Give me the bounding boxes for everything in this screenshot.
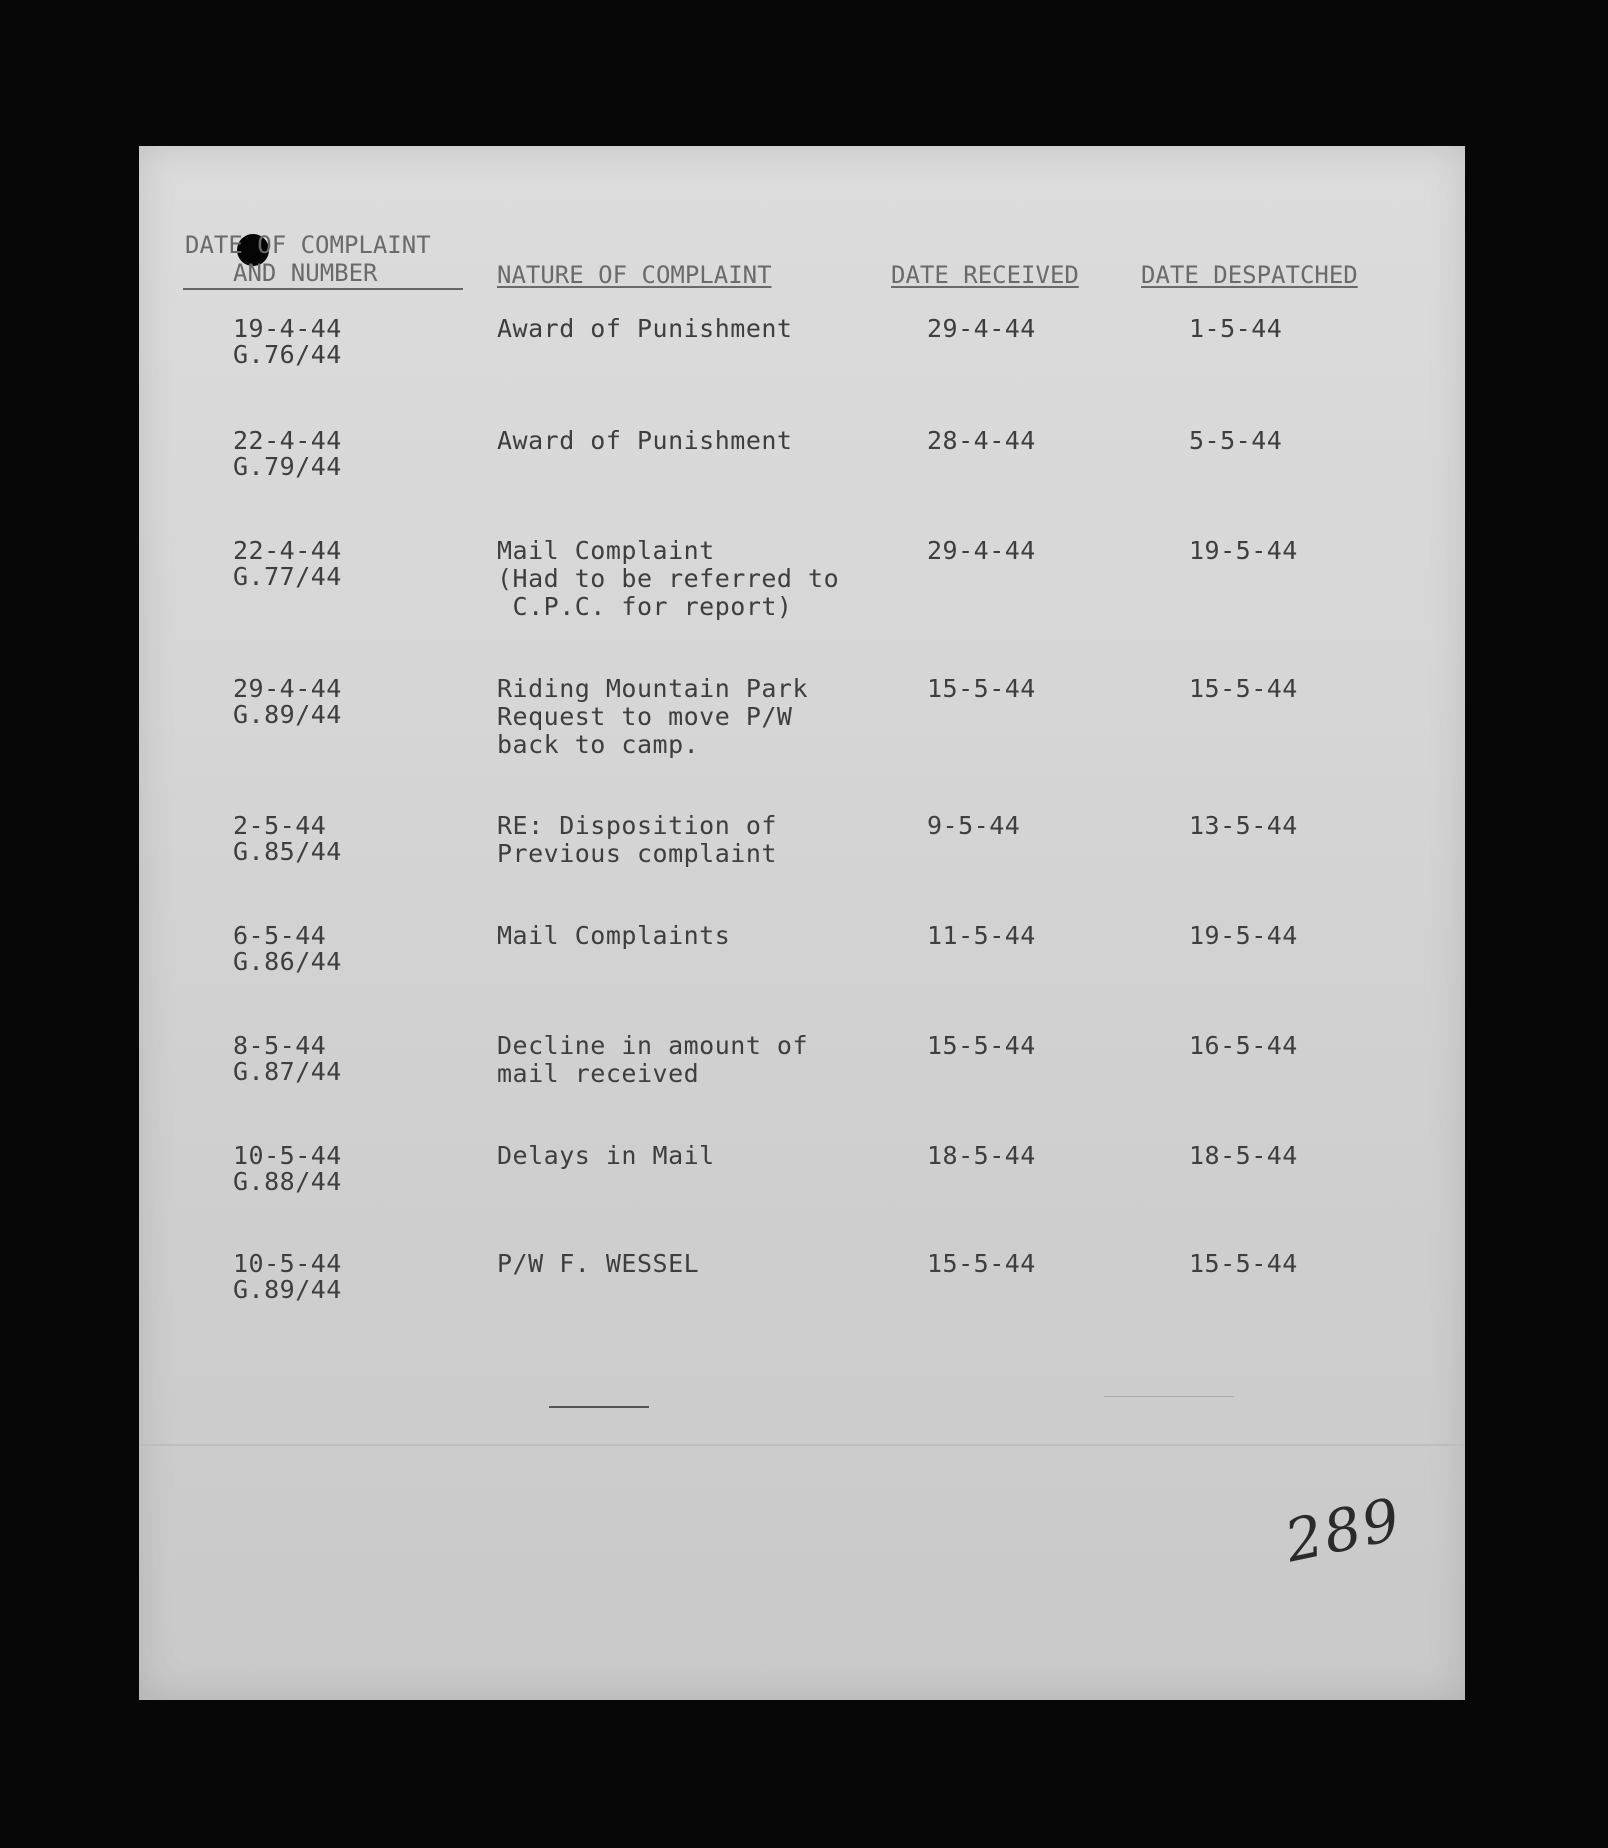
row-date-despatched: 15-5-44 bbox=[1189, 1249, 1298, 1278]
row-date: 22-4-44 bbox=[233, 536, 342, 565]
row-date: 10-5-44 bbox=[233, 1249, 342, 1278]
row-date-despatched: 13-5-44 bbox=[1189, 811, 1298, 840]
row-nature-line: Mail Complaint bbox=[497, 536, 715, 565]
row-nature-line: Request to move P/W bbox=[497, 702, 793, 731]
header-date-rule bbox=[183, 288, 463, 290]
row-date-received: 15-5-44 bbox=[927, 1031, 1036, 1060]
row-nature-line: Previous complaint bbox=[497, 839, 777, 868]
page-fold-line bbox=[139, 1444, 1465, 1446]
header-nature: NATURE OF COMPLAINT bbox=[497, 261, 772, 289]
row-nature-line: Mail Complaints bbox=[497, 921, 731, 950]
row-date-received: 29-4-44 bbox=[927, 314, 1036, 343]
row-nature-line: Award of Punishment bbox=[497, 314, 793, 343]
row-date: 10-5-44 bbox=[233, 1141, 342, 1170]
row-date: 2-5-44 bbox=[233, 811, 327, 840]
row-number: G.89/44 bbox=[233, 700, 342, 729]
row-nature-line: Delays in Mail bbox=[497, 1141, 715, 1170]
row-date-received: 15-5-44 bbox=[927, 1249, 1036, 1278]
row-date-despatched: 19-5-44 bbox=[1189, 536, 1298, 565]
handwritten-page-number: 289 bbox=[1279, 1484, 1408, 1576]
row-nature-line: (Had to be referred to bbox=[497, 564, 840, 593]
row-nature-line: P/W F. WESSEL bbox=[497, 1249, 700, 1278]
row-nature-line: back to camp. bbox=[497, 730, 700, 759]
row-number: G.77/44 bbox=[233, 562, 342, 591]
row-number: G.85/44 bbox=[233, 837, 342, 866]
row-date: 29-4-44 bbox=[233, 674, 342, 703]
bottom-faint-rule bbox=[1104, 1396, 1234, 1397]
row-nature-line: Decline in amount of bbox=[497, 1031, 809, 1060]
row-number: G.79/44 bbox=[233, 452, 342, 481]
row-number: G.89/44 bbox=[233, 1275, 342, 1304]
row-date-received: 28-4-44 bbox=[927, 426, 1036, 455]
header-date-line1: DATE OF COMPLAINT bbox=[185, 231, 431, 259]
row-nature-line: C.P.C. for report) bbox=[497, 592, 793, 621]
row-date-received: 18-5-44 bbox=[927, 1141, 1036, 1170]
header-date-line2: AND NUMBER bbox=[233, 259, 378, 287]
row-date-received: 15-5-44 bbox=[927, 674, 1036, 703]
row-date-despatched: 15-5-44 bbox=[1189, 674, 1298, 703]
row-number: G.87/44 bbox=[233, 1057, 342, 1086]
row-date: 6-5-44 bbox=[233, 921, 327, 950]
row-number: G.86/44 bbox=[233, 947, 342, 976]
row-date: 19-4-44 bbox=[233, 314, 342, 343]
row-date-received: 29-4-44 bbox=[927, 536, 1036, 565]
header-despatched: DATE DESPATCHED bbox=[1141, 261, 1358, 289]
row-nature-line: mail received bbox=[497, 1059, 700, 1088]
row-nature-line: RE: Disposition of bbox=[497, 811, 777, 840]
row-date-despatched: 1-5-44 bbox=[1189, 314, 1283, 343]
bottom-short-rule bbox=[549, 1406, 649, 1408]
row-number: G.88/44 bbox=[233, 1167, 342, 1196]
row-date: 8-5-44 bbox=[233, 1031, 327, 1060]
row-nature-line: Riding Mountain Park bbox=[497, 674, 809, 703]
document-page bbox=[139, 146, 1465, 1700]
row-date: 22-4-44 bbox=[233, 426, 342, 455]
row-date-despatched: 19-5-44 bbox=[1189, 921, 1298, 950]
row-date-despatched: 18-5-44 bbox=[1189, 1141, 1298, 1170]
row-date-despatched: 16-5-44 bbox=[1189, 1031, 1298, 1060]
row-nature-line: Award of Punishment bbox=[497, 426, 793, 455]
row-number: G.76/44 bbox=[233, 340, 342, 369]
row-date-despatched: 5-5-44 bbox=[1189, 426, 1283, 455]
row-date-received: 9-5-44 bbox=[927, 811, 1021, 840]
row-date-received: 11-5-44 bbox=[927, 921, 1036, 950]
header-received: DATE RECEIVED bbox=[891, 261, 1079, 289]
